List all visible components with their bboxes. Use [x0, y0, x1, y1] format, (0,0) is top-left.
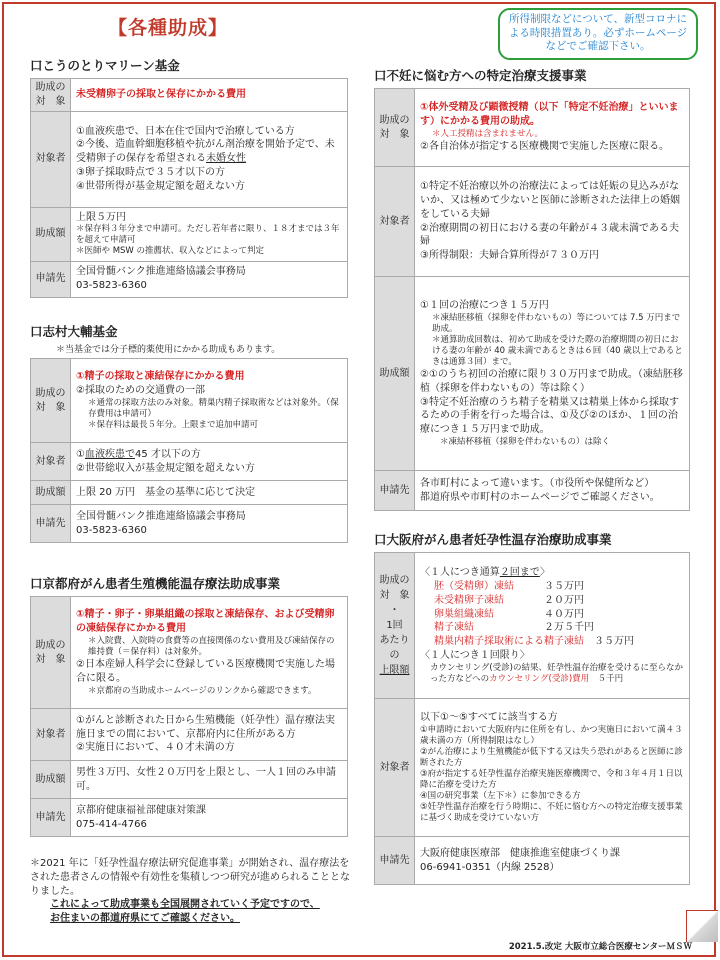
osaka-item-row: 胚（受精卵）凍結 ３５万円 [434, 580, 584, 592]
covid-notice-bubble: 所得制限などについて、新型コロナによる時限措置あり。必ずホームページなどでご確認下さい。 [498, 8, 698, 60]
label-apply: 申請先 [31, 261, 71, 297]
osaka-item-row: 精子凍結 ２万５千円 [434, 622, 594, 634]
eligible-text: ①がんと診断された日から生殖機能（妊孕性）温存療法実施日までの間において、京都府内に住所がある方 ②実施日において、４０才未満の方 [71, 709, 348, 761]
amount-text: 上限 20 万円 基金の基準に応じて決定 [71, 481, 348, 505]
research-footnote: ＊2021 年に「妊孕性温存療法研究促進事業」が開始され、温存療法をされた患者さんの情報や有効性を集積しつつ研究が進められることとなりました。 これによって助成事業も全国展開されていく予定ですので、 お住まいの都道府県にてご確認ください。 [30, 858, 350, 925]
section-title: 口京都府がん患者生殖機能温存療法助成事業 [30, 576, 281, 591]
apply-text: 大阪府健康医療部 健康推進室健康づくり課 06-6941-0351（内線 2528） [415, 837, 690, 885]
label-subject: 助成の 対 象 [31, 79, 71, 112]
section-osaka [374, 530, 690, 885]
osaka-table [374, 552, 690, 885]
section-subnote: ＊当基金では分子標的薬使用にかかる助成もあります。 [56, 345, 281, 355]
apply-text: 全国骨髄バンク推進連絡協議会事務局 03-5823-6360 [71, 505, 348, 543]
label-subject: 助成の 対 象 [31, 359, 71, 443]
funin-table [374, 88, 690, 511]
subject-text: ①精子・卵子・卵巣組織の採取と凍結保存、および受精卵の凍結保存にかかる費用 ＊入院費、入院時の食費等の直接関係のない費用及び凍結保存の維持費（＝保存料）は対象外。 ②日本産婦人科学会に登録している医療機関で実施した場合に限る。 ＊京都府の当助成ホームページのリンクから確認できます。 [71, 597, 348, 709]
apply-text: 各市町村によって違います。（市役所や保健所など） 都道府県や市町村のホームページでご確認ください。 [415, 471, 690, 511]
label-eligible: 対象者 [31, 111, 71, 207]
label-apply: 申請先 [375, 837, 415, 885]
subject-text: ①体外受精及び顕微授精（以下「特定不妊治療」といいます）にかかる費用の助成。 ＊人工授精は含まれません。 ②各自治体が指定する医療機関で実施した医療に限る。 [415, 89, 690, 167]
eligible-text: ①特定不妊治療以外の治療法によっては妊娠の見込みがないか、又は極めて少ないと医師に診断された法律上の婚姻をしている夫婦 ②治療期間の初日における妻の年齢が４３歳未満である夫婦 ③所得制限：夫婦合算所得が７３０万円 [415, 167, 690, 277]
kounotori-table [30, 78, 348, 298]
section-kounotori [30, 56, 348, 298]
eligible-text: 以下①～⑤すべてに該当する方 ①申請時において大阪府内に住所を有し、かつ実施日において満４３歳未満の方（所得制限はなし） ②がん治療により生殖機能が低下する又は失う恐れがあると医師に診断された方 ③府が指定する妊孕性温存治療実施医療機関で、令和３年４月１日以降に治療を受けた方 ④国の研究事業（左下＊）に参加できる方 ⑤妊孕性温存治療を行う時期に、不妊に悩む方への特定治療支援事業に基づく助成を受けていない方 [415, 699, 690, 837]
page-title: 【各種助成】 [108, 17, 229, 39]
label-apply: 申請先 [31, 505, 71, 543]
label-amount: 助成額 [31, 207, 71, 261]
label-amount: 助成額 [31, 481, 71, 505]
eligible-text: ①血液疾患で、日本在住で国内で治療している方 ②今後、造血幹細胞移植や抗がん剤治療を開始予定で、未受精卵子の保存を希望される未婚女性 ③卵子採取時点で３５才以下の方 ④世帯所得が基金規定額を超えない方 [71, 111, 348, 207]
apply-text: 全国骨髄バンク推進連絡協議会事務局 03-5823-6360 [71, 261, 348, 297]
eligible-text: ①血液疾患で45 才以下の方 ②世帯総収入が基金規定額を超えない方 [71, 443, 348, 481]
kyoto-table [30, 596, 348, 837]
label-amount: 助成額 [31, 761, 71, 799]
label-subject: 助成の 対 象 [375, 89, 415, 167]
osaka-item-row: 精巣内精子採取術による精子凍結 ３５万円 [434, 636, 634, 648]
section-shimura [30, 322, 348, 543]
shimura-table [30, 358, 348, 543]
section-kyoto [30, 574, 348, 837]
label-eligible: 対象者 [31, 443, 71, 481]
section-title: 口不妊に悩む方への特定治療支援事業 [374, 68, 587, 83]
revision-credit: 2021.5.改定 大阪市立総合医療センターＭＳＷ [508, 942, 692, 952]
label-amount: 助成額 [375, 277, 415, 471]
label-apply: 申請先 [31, 799, 71, 837]
section-title: 口志村大輔基金 [30, 324, 118, 339]
label-subject: 助成の 対 象 [31, 597, 71, 709]
subject-text: 〈１人につき通算２回まで〉 胚（受精卵）凍結 ３５万円 未受精卵子凍結 ２０万円 卵巣組織凍結 ４０万円 精子凍結 ２万５千円 精巣内精子採取術による精子凍結 ３５万円 〈１人につき１回限り〉 カウンセリング(受診)の結果、妊孕性温存治療を受けるに至らなかった方などへのカウンセリング(受診)費用 ５千円 [415, 553, 690, 699]
label-eligible: 対象者 [375, 167, 415, 277]
subject-text: 未受精卵子の採取と保存にかかる費用 [71, 79, 348, 112]
page-curl [686, 910, 718, 942]
osaka-item-row: 卵巣組織凍結 ４０万円 [434, 608, 584, 620]
subject-text: ①精子の採取と凍結保存にかかる費用 ②採取のための交通費の一部 ＊通常の採取方法のみ対象。精巣内精子採取術などは対象外。（保存費用は申請可） ＊保存料は最長５年分。上限まで追加申請可 [71, 359, 348, 443]
section-title: 口大阪府がん患者妊孕性温存治療助成事業 [374, 532, 612, 547]
label-subject: 助成の 対 象 ・ 1回 あたりの 上限額 [375, 553, 415, 699]
section-title: 口こうのとりマリーン基金 [30, 58, 180, 73]
amount-text: 男性３万円、女性２０万円を上限とし、一人１回のみ申請可。 [71, 761, 348, 799]
amount-text: 上限５万円 ＊保存料３年分まで申請可。ただし若年者に限り、１８才までは３年を超えて申請可 ＊医師や MSW の推薦状、収入などによって判定 [71, 207, 348, 261]
section-funin [374, 66, 690, 511]
label-eligible: 対象者 [375, 699, 415, 837]
label-apply: 申請先 [375, 471, 415, 511]
amount-text: ①１回の治療につき１５万円 ＊凍結胚移植（採卵を伴わないもの）等については 7.5 万円まで助成。 ＊通算助成回数は、初めて助成を受けた際の治療期間の初日における妻の年齢が 40 歳未満であるときは６回（40 歳以上であるときは通算３回）まで。 ②①のうち初回の治療に限り３０万円まで助成。（凍結胚移植（採卵を伴わないもの）等は除く） ③特定不妊治療のうち精子を精巣又は精巣上体から採取するための手術を行った場合は、①及び②のほか、１回の治療につき１５万円まで助成。 ＊凍結杯移植（採卵を伴わないもの）は除く [415, 277, 690, 471]
label-eligible: 対象者 [31, 709, 71, 761]
apply-text: 京都府健康福祉部健康対策課 075-414-4766 [71, 799, 348, 837]
osaka-item-row: 未受精卵子凍結 ２０万円 [434, 594, 584, 606]
